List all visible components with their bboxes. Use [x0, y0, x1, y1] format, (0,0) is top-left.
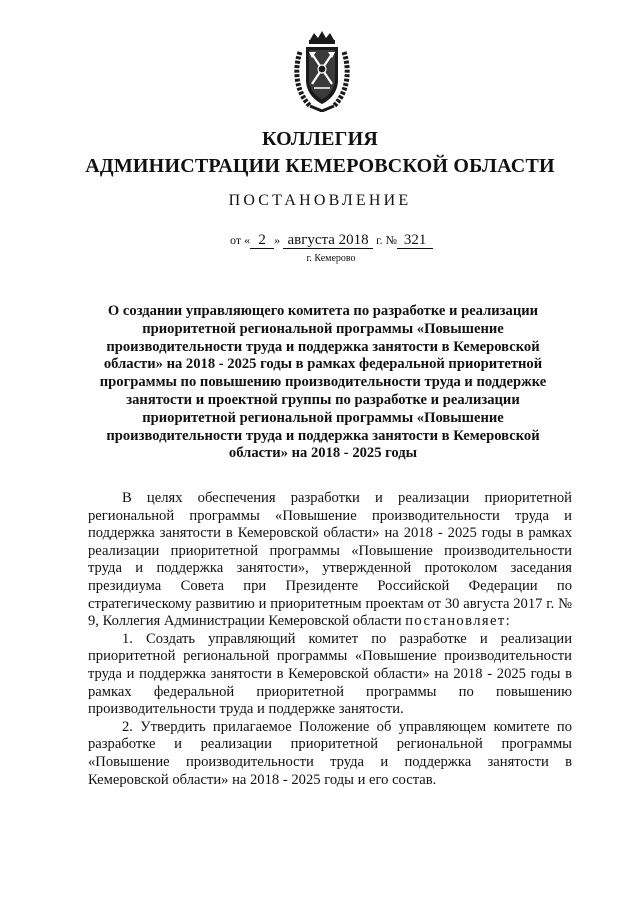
- date-year-suffix: г.: [376, 233, 383, 247]
- document-title: О создании управляющего комитета по разработке и реализации приоритетной региональной программы «Повышение производительности труда и поддержка занятости в Кемеровской области» на 2018 - 2025 годы в рамках федеральной приоритетной программы по повышению производительности труда и поддержке занятости и проектной группы по разработке и реализации приоритетной региональной программы «Повышение производительности труда и поддержка занятости в Кемеровской области» на 2018 - 2025 годы: [99, 303, 547, 462]
- org-name-line2: АДМИНИСТРАЦИИ КЕМЕРОВСКОЙ ОБЛАСТИ: [85, 155, 555, 177]
- city-name: г. Кемерово: [306, 253, 356, 264]
- date-close-quote: »: [274, 233, 281, 247]
- document-type: ПОСТАНОВЛЕНИЕ: [228, 192, 412, 209]
- item-2-paragraph: 2. Утвердить прилагаемое Положение об управляющем комитете по разработке и реализации приоритетной региональной программы «Повышение производительности труда и поддержка занятости в Кемеровской области» на 2018 - 2025 годы и его состав.: [88, 718, 572, 788]
- document-number: 321: [397, 233, 433, 249]
- item-1-paragraph: 1. Создать управляющий комитет по разработке и реализации приоритетной региональной программы «Повышение производительности труда и поддержка занятости в Кемеровской области» на 2018 - 2025 годы в рамках федеральной приоритетной программы по повышению производительности труда и поддержке занятости.: [88, 630, 572, 718]
- date-month-year: августа 2018: [283, 233, 373, 249]
- date-number-line: [230, 233, 433, 249]
- org-name-line1: КОЛЛЕГИЯ: [261, 128, 379, 150]
- number-label: №: [385, 233, 398, 247]
- date-day: 2: [250, 233, 274, 249]
- resolves-word: постановляет:: [405, 613, 512, 630]
- document-body: [88, 490, 572, 789]
- intro-paragraph: [88, 490, 572, 631]
- date-prefix: от «: [230, 233, 251, 247]
- intro-text: В целях обеспечения разработки и реализации приоритетной региональной программы «Повышение производительности труда и поддержка занятости в Кемеровской области» на 2018 - 2025 годы в рамках реализации приоритетной программы «Повышение производительности труда и поддержка занятости», утвержденной протоколом заседания президиума Совета при Президенте Российской Федерации по стратегическому развитию и приоритетным проектам от 30 августа 2017 г. № 9, Коллегия Администрации Кемеровской области: [88, 490, 572, 630]
- coat-of-arms-icon: [292, 30, 352, 112]
